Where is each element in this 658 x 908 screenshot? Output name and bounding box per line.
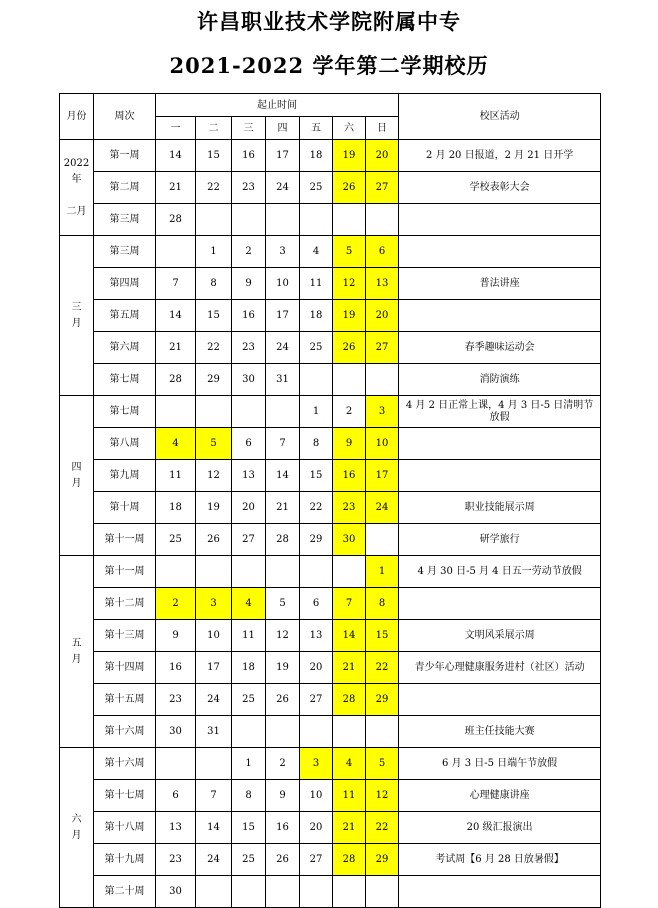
date-cell: 18 [232, 652, 266, 684]
month-label: 五 月 [60, 556, 94, 748]
date-cell: 17 [266, 140, 300, 172]
date-cell [300, 716, 333, 748]
date-cell: 12 [266, 620, 300, 652]
week-label: 第十三周 [94, 620, 156, 652]
school-title: 许昌职业技术学院附属中专 [197, 9, 461, 34]
week-row [60, 140, 601, 172]
week-label: 第十八周 [94, 812, 156, 844]
date-cell: 13 [300, 620, 333, 652]
week-row [60, 780, 601, 812]
date-cell: 30 [156, 716, 196, 748]
date-cell [266, 204, 300, 236]
week-row [60, 748, 601, 780]
date-cell: 12 [196, 460, 232, 492]
week-label: 第十五周 [94, 684, 156, 716]
header-activity: 校区活动 [399, 94, 601, 140]
date-cell: 14 [266, 460, 300, 492]
date-cell: 21 [156, 332, 196, 364]
date-cell [232, 396, 266, 428]
date-cell: 25 [300, 172, 333, 204]
date-cell: 23 [156, 844, 196, 876]
date-cell: 27 [366, 172, 399, 204]
activity-cell [399, 684, 601, 716]
activity-cell [399, 876, 601, 908]
date-cell: 20 [232, 492, 266, 524]
week-label: 第十九周 [94, 844, 156, 876]
activity-cell: 6 月 3 日-5 日端午节放假 [399, 748, 601, 780]
activity-cell: 班主任技能大赛 [399, 716, 601, 748]
date-cell: 11 [300, 268, 333, 300]
date-cell [196, 876, 232, 908]
date-cell: 30 [232, 364, 266, 396]
date-cell: 26 [266, 684, 300, 716]
activity-cell: 青少年心理健康服务进村（社区）活动 [399, 652, 601, 684]
date-cell [156, 748, 196, 780]
date-cell: 3 [196, 588, 232, 620]
date-cell: 3 [300, 748, 333, 780]
date-cell: 27 [366, 332, 399, 364]
week-row [60, 684, 601, 716]
date-cell: 24 [266, 332, 300, 364]
date-cell: 10 [300, 780, 333, 812]
week-row [60, 844, 601, 876]
date-cell: 28 [333, 684, 366, 716]
week-row [60, 652, 601, 684]
week-label: 第八周 [94, 428, 156, 460]
date-cell: 22 [196, 332, 232, 364]
header-month: 月份 [60, 94, 94, 140]
date-cell: 17 [366, 460, 399, 492]
date-cell: 22 [300, 492, 333, 524]
date-cell: 7 [333, 588, 366, 620]
week-label: 第四周 [94, 268, 156, 300]
activity-cell: 学校表彰大会 [399, 172, 601, 204]
activity-cell: 研学旅行 [399, 524, 601, 556]
date-cell: 9 [333, 428, 366, 460]
month-label: 三 月 [60, 236, 94, 396]
date-cell: 2 [232, 236, 266, 268]
activity-cell: 普法讲座 [399, 268, 601, 300]
date-cell [333, 556, 366, 588]
activity-cell [399, 236, 601, 268]
week-label: 第十六周 [94, 716, 156, 748]
date-cell: 22 [196, 172, 232, 204]
month-label: 四 月 [60, 396, 94, 556]
date-cell [232, 716, 266, 748]
date-cell: 23 [156, 684, 196, 716]
date-cell: 19 [333, 140, 366, 172]
week-row [60, 300, 601, 332]
date-cell: 11 [333, 780, 366, 812]
date-cell [366, 716, 399, 748]
date-cell: 8 [196, 268, 232, 300]
date-cell: 28 [156, 364, 196, 396]
date-cell: 2 [156, 588, 196, 620]
date-cell: 19 [333, 300, 366, 332]
date-cell: 18 [300, 140, 333, 172]
date-cell: 24 [196, 684, 232, 716]
date-cell: 4 [232, 588, 266, 620]
week-row [60, 716, 601, 748]
date-cell: 21 [333, 652, 366, 684]
date-cell: 10 [366, 428, 399, 460]
date-cell [300, 556, 333, 588]
date-cell: 8 [366, 588, 399, 620]
header-day-sat: 六 [333, 117, 366, 140]
date-cell [266, 556, 300, 588]
date-cell: 15 [232, 812, 266, 844]
calendar-title: 2021-2022 学年第二学期校历 [169, 53, 489, 78]
header-day-wed: 三 [232, 117, 266, 140]
date-cell: 13 [156, 812, 196, 844]
date-cell: 1 [232, 748, 266, 780]
activity-cell [399, 460, 601, 492]
date-cell: 1 [366, 556, 399, 588]
date-cell: 15 [196, 300, 232, 332]
week-row [60, 172, 601, 204]
date-cell: 4 [333, 748, 366, 780]
activity-cell [399, 428, 601, 460]
date-cell: 25 [232, 844, 266, 876]
date-cell: 30 [156, 876, 196, 908]
activity-cell: 20 级汇报演出 [399, 812, 601, 844]
date-cell: 20 [300, 812, 333, 844]
date-cell: 26 [196, 524, 232, 556]
date-cell: 22 [366, 652, 399, 684]
week-row [60, 876, 601, 908]
date-cell: 25 [232, 684, 266, 716]
header-day-fri: 五 [300, 117, 333, 140]
date-cell: 14 [156, 300, 196, 332]
date-cell: 26 [333, 172, 366, 204]
week-label: 第十一周 [94, 556, 156, 588]
date-cell: 27 [300, 844, 333, 876]
date-cell: 31 [196, 716, 232, 748]
date-cell: 26 [333, 332, 366, 364]
activity-cell: 2 月 20 日报道，2 月 21 日开学 [399, 140, 601, 172]
date-cell: 23 [333, 492, 366, 524]
week-row [60, 204, 601, 236]
date-cell [196, 396, 232, 428]
date-cell: 20 [366, 300, 399, 332]
activity-cell: 考试周【6 月 28 日放暑假】 [399, 844, 601, 876]
date-cell: 28 [333, 844, 366, 876]
date-cell: 9 [266, 780, 300, 812]
date-cell: 14 [156, 140, 196, 172]
date-cell: 10 [196, 620, 232, 652]
date-cell [366, 364, 399, 396]
date-cell: 25 [156, 524, 196, 556]
date-cell: 16 [333, 460, 366, 492]
date-cell: 17 [196, 652, 232, 684]
date-cell [366, 524, 399, 556]
date-cell [300, 876, 333, 908]
week-row [60, 396, 601, 428]
date-cell: 1 [196, 236, 232, 268]
activity-cell: 4 月 30 日-5 月 4 日五一劳动节放假 [399, 556, 601, 588]
date-cell: 9 [156, 620, 196, 652]
date-cell: 5 [366, 748, 399, 780]
date-cell: 16 [156, 652, 196, 684]
activity-cell: 职业技能展示周 [399, 492, 601, 524]
date-cell: 24 [266, 172, 300, 204]
date-cell: 4 [156, 428, 196, 460]
week-row [60, 492, 601, 524]
date-cell [300, 364, 333, 396]
date-cell: 28 [156, 204, 196, 236]
date-cell: 22 [366, 812, 399, 844]
date-cell: 21 [333, 812, 366, 844]
date-cell [300, 204, 333, 236]
date-cell [196, 204, 232, 236]
activity-cell: 春季趣味运动会 [399, 332, 601, 364]
activity-cell [399, 204, 601, 236]
date-cell [156, 396, 196, 428]
date-cell: 27 [300, 684, 333, 716]
date-cell: 7 [156, 268, 196, 300]
date-cell: 1 [300, 396, 333, 428]
week-label: 第三周 [94, 204, 156, 236]
date-cell [196, 556, 232, 588]
date-cell: 29 [366, 844, 399, 876]
date-cell: 27 [232, 524, 266, 556]
date-cell: 6 [300, 588, 333, 620]
date-cell [266, 716, 300, 748]
date-cell: 6 [366, 236, 399, 268]
week-label: 第十一周 [94, 524, 156, 556]
date-cell: 14 [333, 620, 366, 652]
date-cell: 21 [156, 172, 196, 204]
date-cell: 29 [366, 684, 399, 716]
date-cell: 15 [300, 460, 333, 492]
week-label: 第七周 [94, 396, 156, 428]
week-row [60, 364, 601, 396]
week-label: 第二十周 [94, 876, 156, 908]
date-cell: 31 [266, 364, 300, 396]
date-cell: 6 [232, 428, 266, 460]
date-cell: 3 [266, 236, 300, 268]
date-cell: 11 [156, 460, 196, 492]
date-cell: 8 [232, 780, 266, 812]
date-cell: 24 [366, 492, 399, 524]
header-day-tue: 二 [196, 117, 232, 140]
header-date-range: 起止时间 [156, 94, 399, 117]
date-cell: 15 [196, 140, 232, 172]
month-label: 六 月 [60, 748, 94, 908]
date-cell [232, 204, 266, 236]
date-cell: 21 [266, 492, 300, 524]
date-cell [232, 556, 266, 588]
date-cell: 2 [266, 748, 300, 780]
date-cell [333, 364, 366, 396]
date-cell: 12 [333, 268, 366, 300]
week-row [60, 524, 601, 556]
date-cell: 29 [196, 364, 232, 396]
date-cell: 16 [232, 300, 266, 332]
date-cell [333, 876, 366, 908]
date-cell [156, 556, 196, 588]
date-cell: 8 [300, 428, 333, 460]
activity-cell: 4 月 2 日正常上课，4 月 3 日-5 日清明节放假 [399, 396, 601, 428]
week-label: 第三周 [94, 236, 156, 268]
activity-cell: 消防演练 [399, 364, 601, 396]
date-cell: 26 [266, 844, 300, 876]
date-cell: 19 [196, 492, 232, 524]
date-cell [333, 716, 366, 748]
week-row [60, 460, 601, 492]
date-cell [266, 876, 300, 908]
date-cell: 23 [232, 172, 266, 204]
activity-cell [399, 300, 601, 332]
month-label: 2022 年 二月 [60, 140, 94, 236]
date-cell [366, 204, 399, 236]
activity-cell: 心理健康讲座 [399, 780, 601, 812]
week-label: 第六周 [94, 332, 156, 364]
week-row [60, 588, 601, 620]
date-cell: 7 [196, 780, 232, 812]
week-label: 第十四周 [94, 652, 156, 684]
date-cell [232, 876, 266, 908]
date-cell: 25 [300, 332, 333, 364]
week-label: 第十周 [94, 492, 156, 524]
date-cell: 17 [266, 300, 300, 332]
date-cell: 5 [196, 428, 232, 460]
date-cell: 16 [266, 812, 300, 844]
week-label: 第九周 [94, 460, 156, 492]
week-row [60, 620, 601, 652]
week-label: 第五周 [94, 300, 156, 332]
date-cell [366, 876, 399, 908]
date-cell: 15 [366, 620, 399, 652]
date-cell: 13 [366, 268, 399, 300]
date-cell: 6 [156, 780, 196, 812]
week-label: 第十二周 [94, 588, 156, 620]
date-cell: 29 [300, 524, 333, 556]
week-label: 第十六周 [94, 748, 156, 780]
date-cell: 24 [196, 844, 232, 876]
date-cell: 30 [333, 524, 366, 556]
date-cell: 5 [266, 588, 300, 620]
week-label: 第二周 [94, 172, 156, 204]
date-cell: 18 [300, 300, 333, 332]
week-label: 第七周 [94, 364, 156, 396]
week-row [60, 268, 601, 300]
date-cell: 23 [232, 332, 266, 364]
calendar-body [60, 140, 601, 908]
date-cell: 12 [366, 780, 399, 812]
header-day-sun: 日 [366, 117, 399, 140]
date-cell: 13 [232, 460, 266, 492]
date-cell: 20 [300, 652, 333, 684]
date-cell: 18 [156, 492, 196, 524]
date-cell [196, 748, 232, 780]
date-cell: 2 [333, 396, 366, 428]
week-row [60, 332, 601, 364]
date-cell [333, 204, 366, 236]
date-cell: 20 [366, 140, 399, 172]
date-cell: 19 [266, 652, 300, 684]
week-row [60, 428, 601, 460]
week-label: 第一周 [94, 140, 156, 172]
school-calendar-table [59, 93, 601, 908]
date-cell: 7 [266, 428, 300, 460]
date-cell: 28 [266, 524, 300, 556]
date-cell: 5 [333, 236, 366, 268]
date-cell: 3 [366, 396, 399, 428]
week-row [60, 236, 601, 268]
date-cell: 4 [300, 236, 333, 268]
header-day-mon: 一 [156, 117, 196, 140]
date-cell: 14 [196, 812, 232, 844]
activity-cell [399, 588, 601, 620]
week-row [60, 556, 601, 588]
date-cell [266, 396, 300, 428]
week-row [60, 812, 601, 844]
activity-cell: 文明风采展示周 [399, 620, 601, 652]
date-cell [156, 236, 196, 268]
header-week: 周次 [94, 94, 156, 140]
date-cell: 11 [232, 620, 266, 652]
date-cell: 9 [232, 268, 266, 300]
week-label: 第十七周 [94, 780, 156, 812]
date-cell: 16 [232, 140, 266, 172]
date-cell: 10 [266, 268, 300, 300]
header-day-thu: 四 [266, 117, 300, 140]
